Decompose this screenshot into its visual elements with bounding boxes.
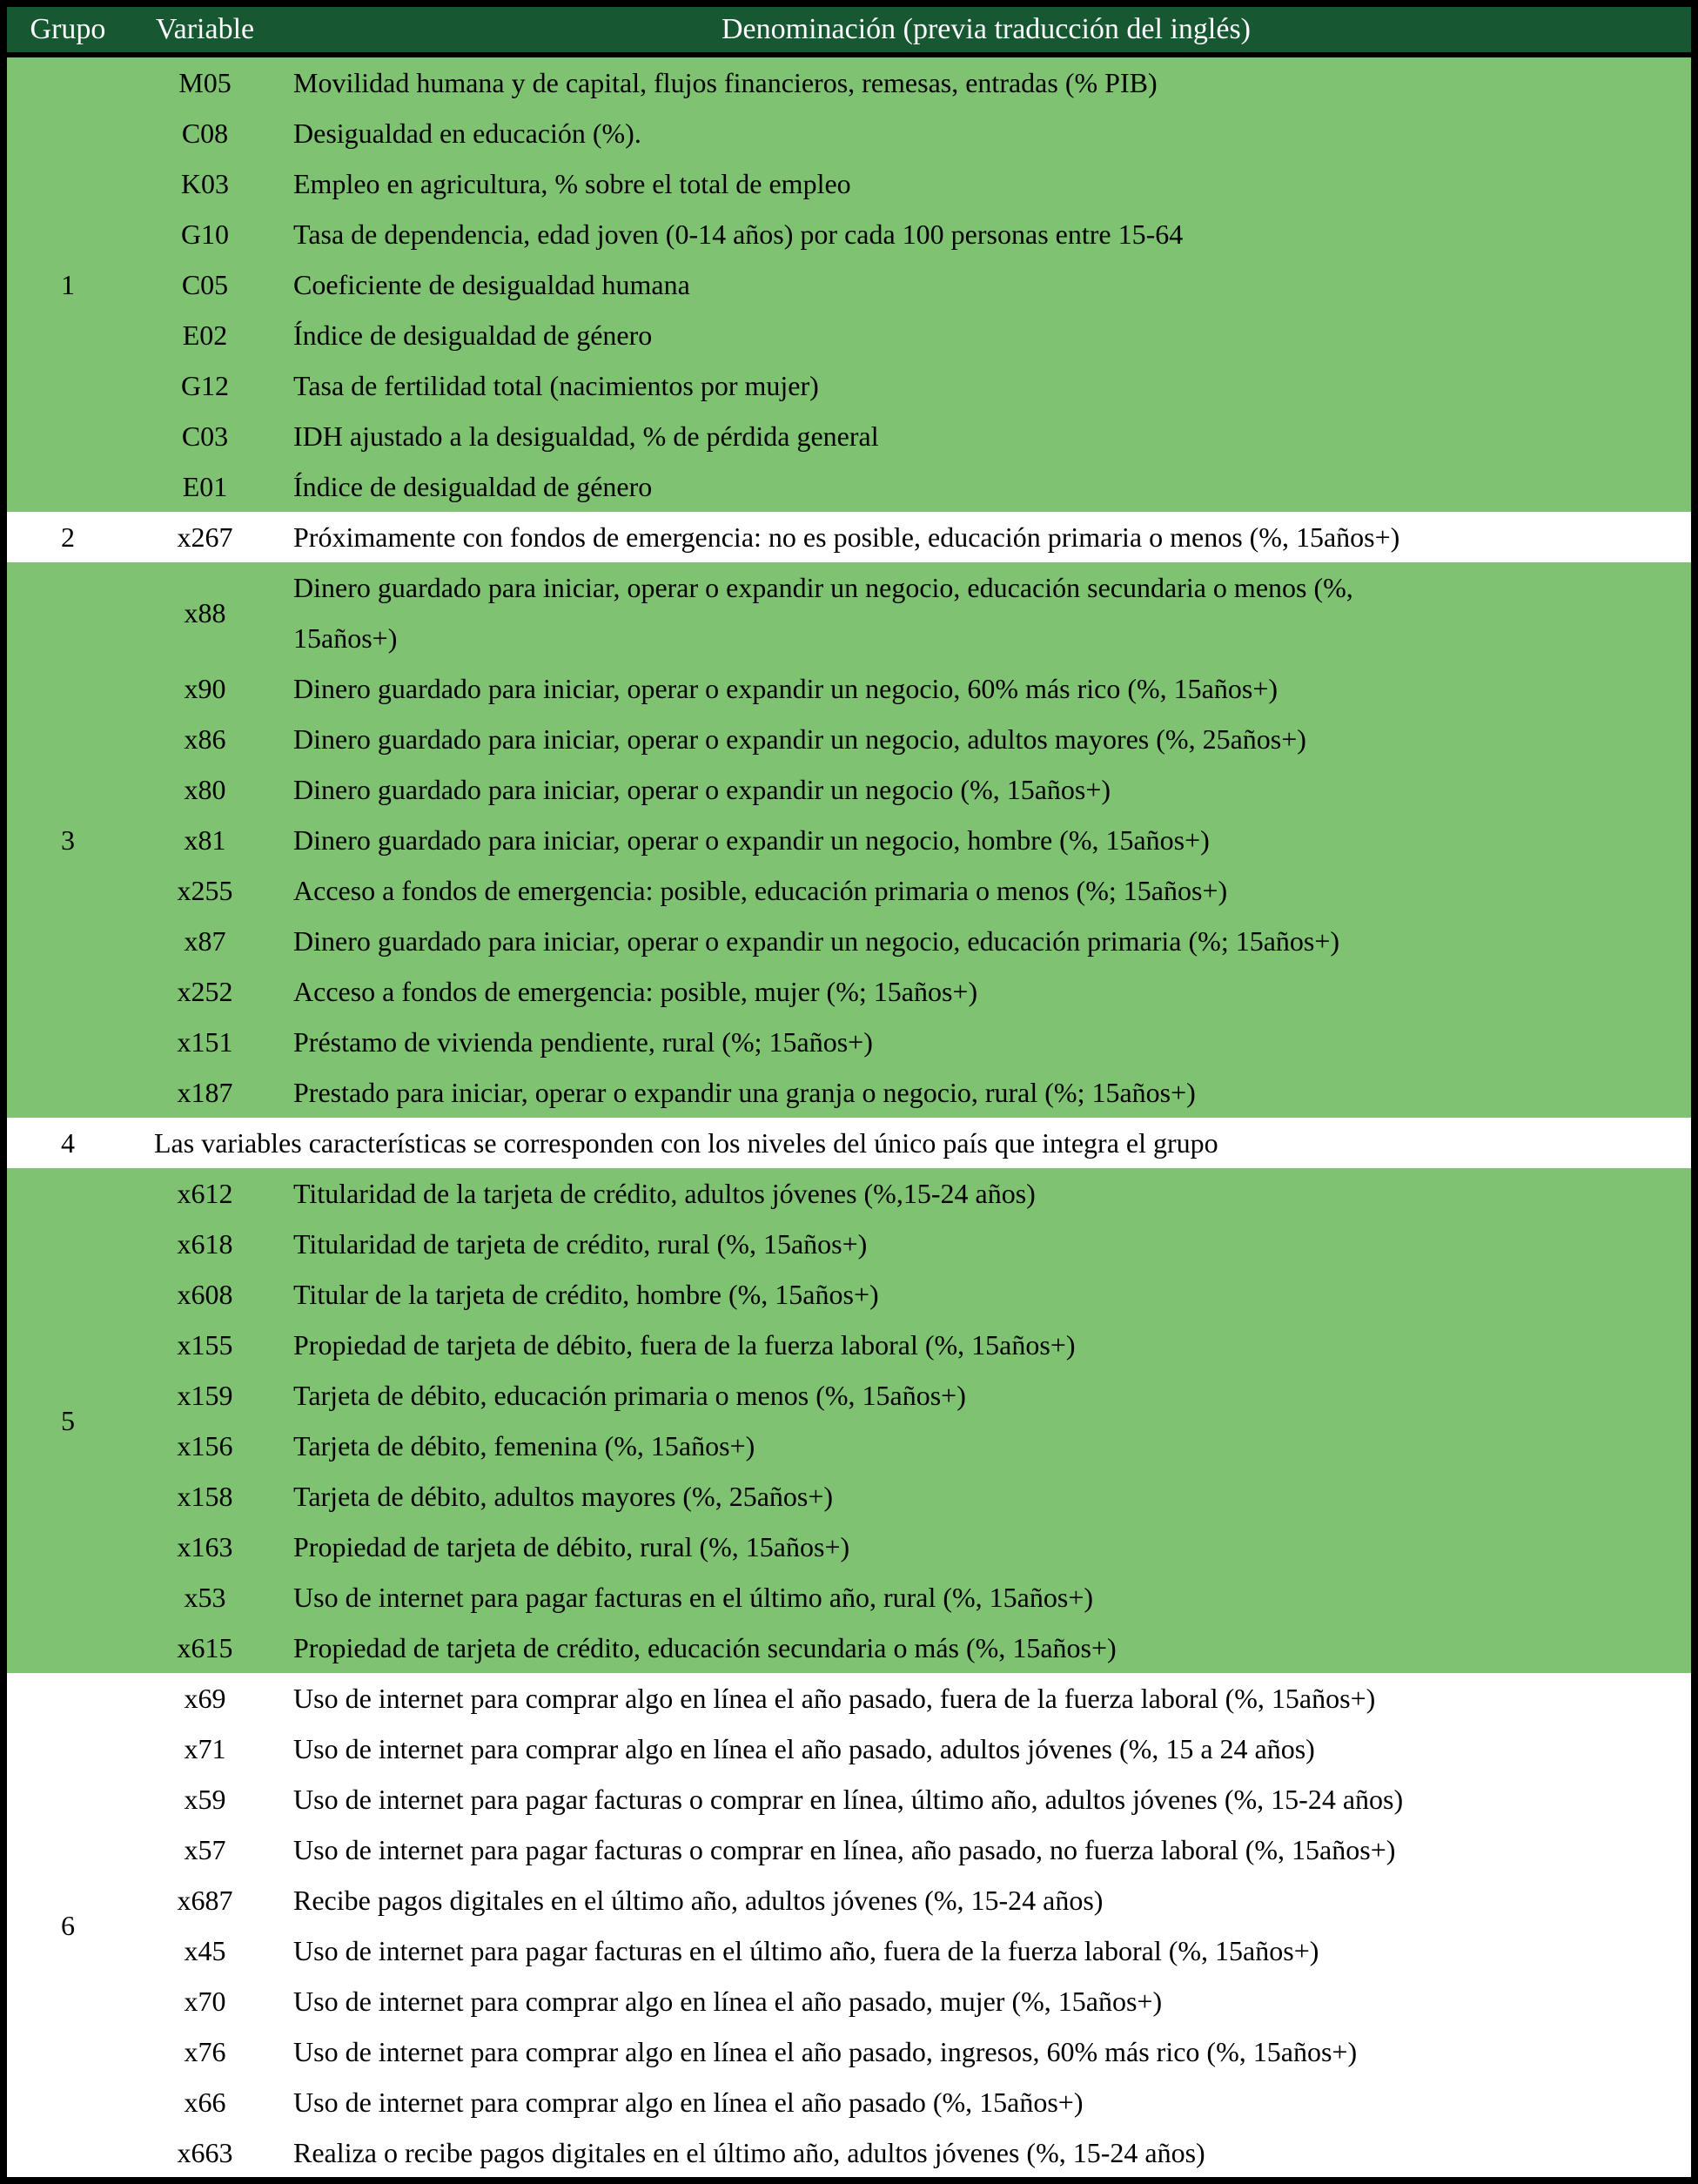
table-row bbox=[129, 411, 1691, 461]
variable-code: E01 bbox=[182, 471, 228, 502]
table-row bbox=[129, 1067, 1691, 1118]
variable-description: Acceso a fondos de emergencia: posible, educación primaria o menos (%; 15años+) bbox=[293, 875, 1228, 906]
variable-description: Uso de internet para comprar algo en línea el año pasado, fuera de la fuerza laboral (%, 15años+) bbox=[293, 1683, 1376, 1714]
table-row bbox=[129, 1017, 1691, 1067]
variable-code: x70 bbox=[184, 1986, 226, 2017]
variable-code: E02 bbox=[182, 319, 228, 351]
variable-description: Recibe pagos digitales en el último año, adultos jóvenes (%, 15-24 años) bbox=[293, 1885, 1104, 1916]
group-number: 1 bbox=[61, 268, 75, 300]
variable-code: x45 bbox=[184, 1935, 226, 1966]
variable-code: x80 bbox=[184, 774, 226, 805]
table-row bbox=[129, 1925, 1691, 1976]
variable-description: Movilidad humana y de capital, flujos financieros, remesas, entradas (% PIB) bbox=[293, 67, 1158, 98]
variable-code: x687 bbox=[177, 1885, 233, 1916]
variable-description: Uso de internet para pagar facturas o comprar en línea, último año, adultos jóvenes (%, 15-24 años) bbox=[293, 1784, 1404, 1815]
variable-code: x81 bbox=[184, 824, 226, 856]
table-row bbox=[129, 158, 1691, 209]
variable-code: x267 bbox=[177, 521, 233, 553]
variable-code: C05 bbox=[181, 269, 229, 300]
table-row bbox=[129, 259, 1691, 310]
variable-code: x76 bbox=[184, 2036, 226, 2067]
variable-description: Realiza o recibe pagos digitales en el último año, adultos jóvenes (%, 15-24 años) bbox=[293, 2137, 1205, 2168]
table-row bbox=[129, 815, 1691, 865]
column-header-grupo: Grupo bbox=[30, 13, 106, 45]
variable-description: Uso de internet para comprar algo en línea el año pasado (%, 15años+) bbox=[293, 2087, 1084, 2118]
variable-code: x163 bbox=[177, 1531, 233, 1562]
group-note: Las variables características se corresponden con los niveles del único país que integra el grupo bbox=[154, 1127, 1218, 1159]
variable-description: Acceso a fondos de emergencia: posible, mujer (%; 15años+) bbox=[293, 976, 978, 1007]
variable-code: x69 bbox=[184, 1683, 226, 1714]
variable-code: M05 bbox=[178, 67, 232, 98]
variable-description: Uso de internet para comprar algo en línea el año pasado, ingresos, 60% más rico (%, 15años+) bbox=[293, 2036, 1358, 2067]
variable-code: x663 bbox=[177, 2137, 233, 2168]
group-section-4 bbox=[7, 1118, 1691, 1168]
variable-description: Uso de internet para comprar algo en línea el año pasado, adultos jóvenes (%, 15 a 24 años) bbox=[293, 1733, 1315, 1764]
group-number: 4 bbox=[61, 1126, 75, 1159]
variable-description: Tarjeta de débito, educación primaria o menos (%, 15años+) bbox=[293, 1380, 966, 1411]
group-number: 2 bbox=[61, 521, 75, 553]
variable-code: x255 bbox=[177, 875, 233, 906]
table-row bbox=[129, 1421, 1691, 1471]
column-header-denominacion: Denominación (previa traducción del inglés) bbox=[721, 13, 1251, 45]
variable-description: Índice de desigualdad de género bbox=[293, 471, 653, 502]
variable-code: x158 bbox=[177, 1481, 233, 1512]
group-section-2 bbox=[7, 512, 1691, 562]
variable-description: Préstamo de vivienda pendiente, rural (%; 15años+) bbox=[293, 1026, 873, 1058]
table-body bbox=[7, 57, 1691, 2178]
variable-code: G10 bbox=[180, 218, 230, 250]
table-row bbox=[129, 1673, 1691, 1724]
variable-code: x252 bbox=[177, 976, 233, 1007]
variable-code: x88 bbox=[184, 597, 226, 628]
table-row bbox=[129, 714, 1691, 764]
variable-code: x90 bbox=[184, 673, 226, 704]
variable-description: IDH ajustado a la desigualdad, % de pérdida general bbox=[293, 420, 879, 452]
variable-description: Desigualdad en educación (%). bbox=[293, 118, 641, 149]
variable-description: Uso de internet para pagar facturas en el último año, fuera de la fuerza laboral (%, 15años+) bbox=[293, 1935, 1319, 1966]
description-line-2: 15años+) bbox=[293, 622, 398, 654]
variable-code: x59 bbox=[184, 1784, 226, 1815]
variable-code: x87 bbox=[184, 925, 226, 957]
variable-description: Tasa de dependencia, edad joven (0-14 años) por cada 100 personas entre 15-64 bbox=[293, 218, 1184, 250]
table-row bbox=[129, 663, 1691, 714]
variable-description: Coeficiente de desigualdad humana bbox=[293, 269, 690, 300]
table-row bbox=[129, 512, 1691, 562]
variable-code: x71 bbox=[184, 1733, 226, 1764]
variable-description: Próximamente con fondos de emergencia: no es posible, educación primaria o menos (%, 15años+) bbox=[293, 521, 1400, 553]
table-row bbox=[129, 57, 1691, 108]
table-row bbox=[129, 562, 1691, 663]
variable-code: C08 bbox=[181, 118, 229, 149]
variable-code: x156 bbox=[177, 1430, 233, 1462]
variable-description: Dinero guardado para iniciar, operar o expandir un negocio, adultos mayores (%, 25años+) bbox=[293, 723, 1306, 755]
table-row bbox=[129, 310, 1691, 360]
variable-description: Tarjeta de débito, adultos mayores (%, 25años+) bbox=[293, 1481, 834, 1512]
table-row bbox=[129, 1219, 1691, 1269]
variable-code: x151 bbox=[177, 1026, 233, 1058]
table-row bbox=[129, 1572, 1691, 1623]
group-section-3 bbox=[7, 562, 1691, 1118]
variable-code: x66 bbox=[184, 2087, 226, 2118]
variable-code: x155 bbox=[177, 1329, 233, 1361]
variable-description: Dinero guardado para iniciar, operar o expandir un negocio, educación primaria (%; 15años+) bbox=[293, 925, 1340, 957]
variable-description: Dinero guardado para iniciar, operar o expandir un negocio (%, 15años+) bbox=[293, 774, 1111, 805]
table-row bbox=[129, 1522, 1691, 1572]
variable-description: Uso de internet para pagar facturas en el último año, rural (%, 15años+) bbox=[293, 1582, 1094, 1613]
table-row bbox=[129, 360, 1691, 411]
table-row bbox=[129, 1269, 1691, 1320]
variable-description: Empleo en agricultura, % sobre el total de empleo bbox=[293, 168, 851, 199]
table-row bbox=[129, 2077, 1691, 2127]
variable-description: Uso de internet para comprar algo en línea el año pasado, mujer (%, 15años+) bbox=[293, 1986, 1163, 2017]
table-row bbox=[129, 916, 1691, 966]
variable-description: Propiedad de tarjeta de débito, rural (%, 15años+) bbox=[293, 1531, 850, 1562]
variable-description: Propiedad de tarjeta de crédito, educación secundaria o más (%, 15años+) bbox=[293, 1632, 1117, 1663]
variable-description: Índice de desigualdad de género bbox=[293, 319, 653, 351]
table-row bbox=[129, 2026, 1691, 2077]
variable-code: x608 bbox=[177, 1279, 233, 1310]
group-number: 5 bbox=[61, 1404, 75, 1436]
table-row bbox=[129, 1875, 1691, 1925]
variable-description: Propiedad de tarjeta de débito, fuera de la fuerza laboral (%, 15años+) bbox=[293, 1329, 1076, 1361]
table-row bbox=[129, 1824, 1691, 1875]
table-row bbox=[129, 1976, 1691, 2026]
variable-code: x53 bbox=[184, 1582, 226, 1613]
variable-description: Prestado para iniciar, operar o expandir una granja o negocio, rural (%; 15años+) bbox=[293, 1077, 1196, 1108]
variable-code: G12 bbox=[180, 370, 230, 401]
variable-description: Titularidad de la tarjeta de crédito, adultos jóvenes (%,15-24 años) bbox=[293, 1178, 1036, 1209]
group-section-1 bbox=[7, 57, 1691, 512]
variable-code: x159 bbox=[177, 1380, 233, 1411]
variable-description: Dinero guardado para iniciar, operar o expandir un negocio, hombre (%, 15años+) bbox=[293, 824, 1210, 856]
table-row bbox=[129, 1724, 1691, 1774]
variable-description: Titular de la tarjeta de crédito, hombre (%, 15años+) bbox=[293, 1279, 879, 1310]
column-header-variable: Variable bbox=[155, 13, 255, 45]
table-row bbox=[129, 108, 1691, 158]
group-section-5 bbox=[7, 1168, 1691, 1673]
group-number: 3 bbox=[61, 823, 75, 856]
variable-code: x86 bbox=[184, 723, 226, 755]
table-row bbox=[129, 209, 1691, 259]
variable-description: Titularidad de tarjeta de crédito, rural (%, 15años+) bbox=[293, 1228, 868, 1260]
group-number: 6 bbox=[61, 1909, 75, 1941]
variable-code: x187 bbox=[177, 1077, 233, 1108]
variable-code: x615 bbox=[177, 1632, 233, 1663]
table-row bbox=[129, 1118, 1691, 1168]
variable-description bbox=[281, 562, 1691, 663]
table-row bbox=[129, 1774, 1691, 1824]
variable-description: Tarjeta de débito, femenina (%, 15años+) bbox=[293, 1430, 755, 1462]
table-row bbox=[129, 966, 1691, 1017]
variable-code: x618 bbox=[177, 1228, 233, 1260]
table-row bbox=[129, 1168, 1691, 1219]
table-row bbox=[129, 764, 1691, 815]
table-row bbox=[129, 1370, 1691, 1421]
table-header-row bbox=[7, 7, 1691, 57]
variable-code: x57 bbox=[184, 1834, 226, 1865]
table-row bbox=[129, 865, 1691, 916]
variable-code: K03 bbox=[180, 168, 230, 199]
variable-description: Uso de internet para pagar facturas o comprar en línea, año pasado, no fuerza laboral (%, 15años+) bbox=[293, 1834, 1396, 1865]
table-row bbox=[129, 1320, 1691, 1370]
variable-description: Dinero guardado para iniciar, operar o expandir un negocio, 60% más rico (%, 15años+) bbox=[293, 673, 1279, 704]
description-line-1: Dinero guardado para iniciar, operar o expandir un negocio, educación secundaria o menos (%, bbox=[293, 572, 1353, 603]
table-row bbox=[129, 2127, 1691, 2178]
table-row bbox=[129, 1471, 1691, 1522]
group-section-6 bbox=[7, 1673, 1691, 2178]
variable-code: x612 bbox=[177, 1178, 233, 1209]
table-row bbox=[129, 461, 1691, 512]
variable-description: Tasa de fertilidad total (nacimientos por mujer) bbox=[293, 370, 819, 401]
table-row bbox=[129, 1623, 1691, 1673]
variable-code: C03 bbox=[181, 420, 229, 452]
